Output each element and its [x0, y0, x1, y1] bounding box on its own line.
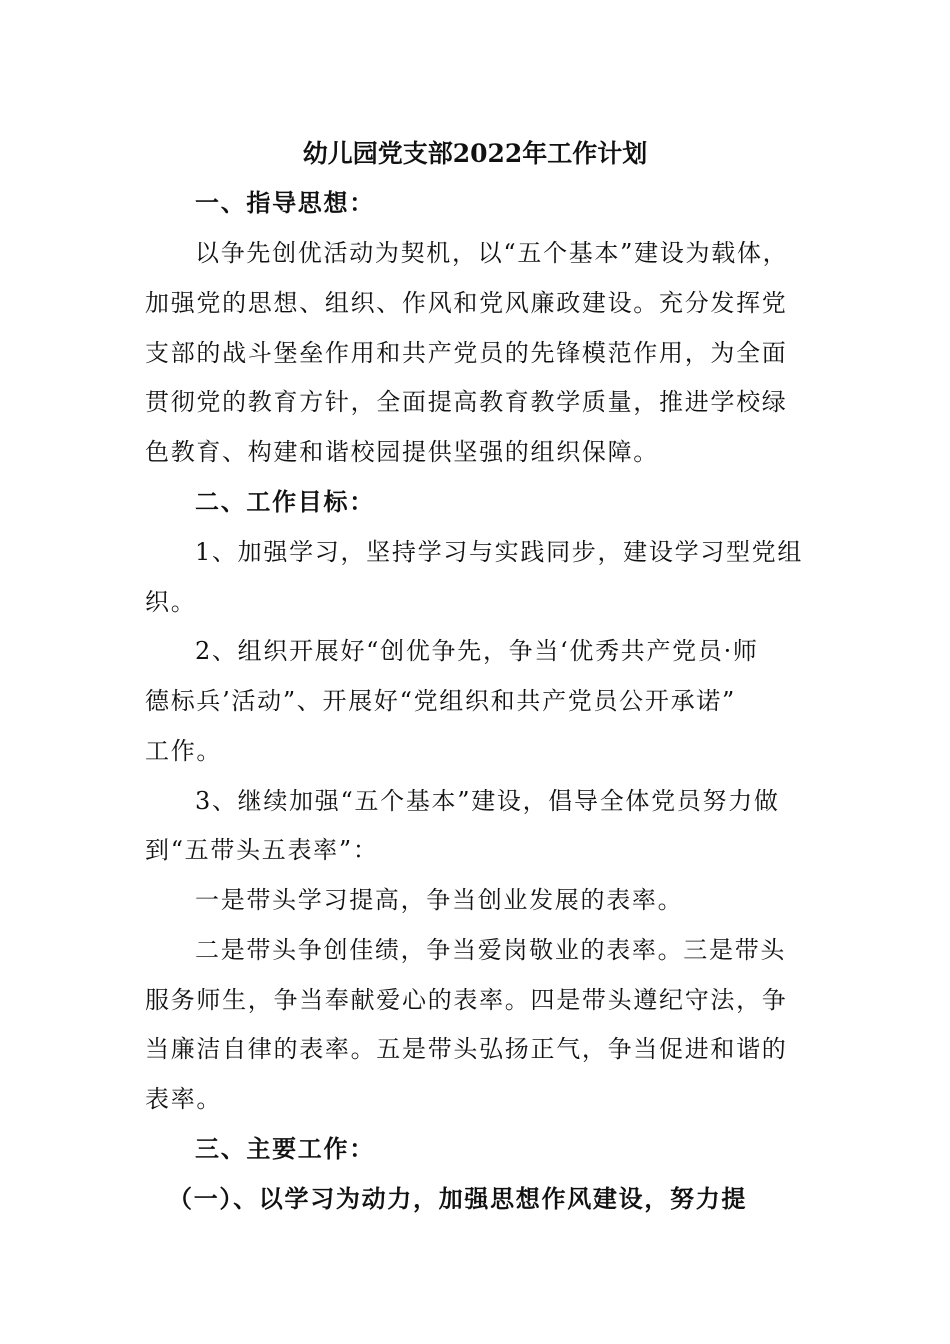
- section-heading-work-goals: 二、工作目标：: [195, 487, 375, 516]
- paragraph-line: 支部的战斗堡垒作用和共产党员的先锋模范作用，为全面: [145, 339, 788, 367]
- subsection-heading: （一）、以学习为动力，加强思想作风建设，努力提: [168, 1184, 748, 1213]
- paragraph-line: 以争先创优活动为契机，以“五个基本”建设为载体，: [195, 239, 789, 267]
- paragraph-line: 1、加强学习，坚持学习与实践同步，建设学习型党组: [195, 538, 804, 566]
- paragraph-line: 当廉洁自律的表率。五是带头弘扬正气，争当促进和谐的: [145, 1035, 788, 1063]
- paragraph-line: 3、继续加强“五个基本”建设，倡导全体党员努力做: [195, 787, 780, 815]
- paragraph-line: 2、组织开展好“创优争先，争当‘优秀共产党员·师: [195, 637, 759, 665]
- document-title: 幼儿园党支部2022年工作计划: [302, 139, 648, 168]
- section-heading-guiding-ideology: 一、指导思想：: [195, 188, 375, 217]
- paragraph-line: 色教育、构建和谐校园提供坚强的组织保障。: [145, 438, 659, 466]
- paragraph-line: 服务师生，争当奉献爱心的表率。四是带头遵纪守法，争: [145, 986, 788, 1014]
- paragraph-line: 一是带头学习提高，争当创业发展的表率。: [195, 886, 684, 914]
- paragraph-line: 表率。: [145, 1085, 223, 1113]
- paragraph-line: 工作。: [145, 737, 223, 765]
- paragraph-line: 织。: [145, 588, 197, 616]
- paragraph-line: 加强党的思想、组织、作风和党风廉政建设。充分发挥党: [145, 289, 788, 317]
- paragraph-line: 到“五带头五表率”：: [145, 836, 379, 864]
- paragraph-line: 二是带头争创佳绩，争当爱岗敬业的表率。三是带头: [195, 936, 787, 964]
- paragraph-line: 贯彻党的教育方针，全面提高教育教学质量，推进学校绿: [145, 388, 788, 416]
- paragraph-line: 德标兵’活动”、开展好“党组织和共产党员公开承诺”: [145, 687, 736, 715]
- section-heading-main-work: 三、主要工作：: [195, 1134, 375, 1163]
